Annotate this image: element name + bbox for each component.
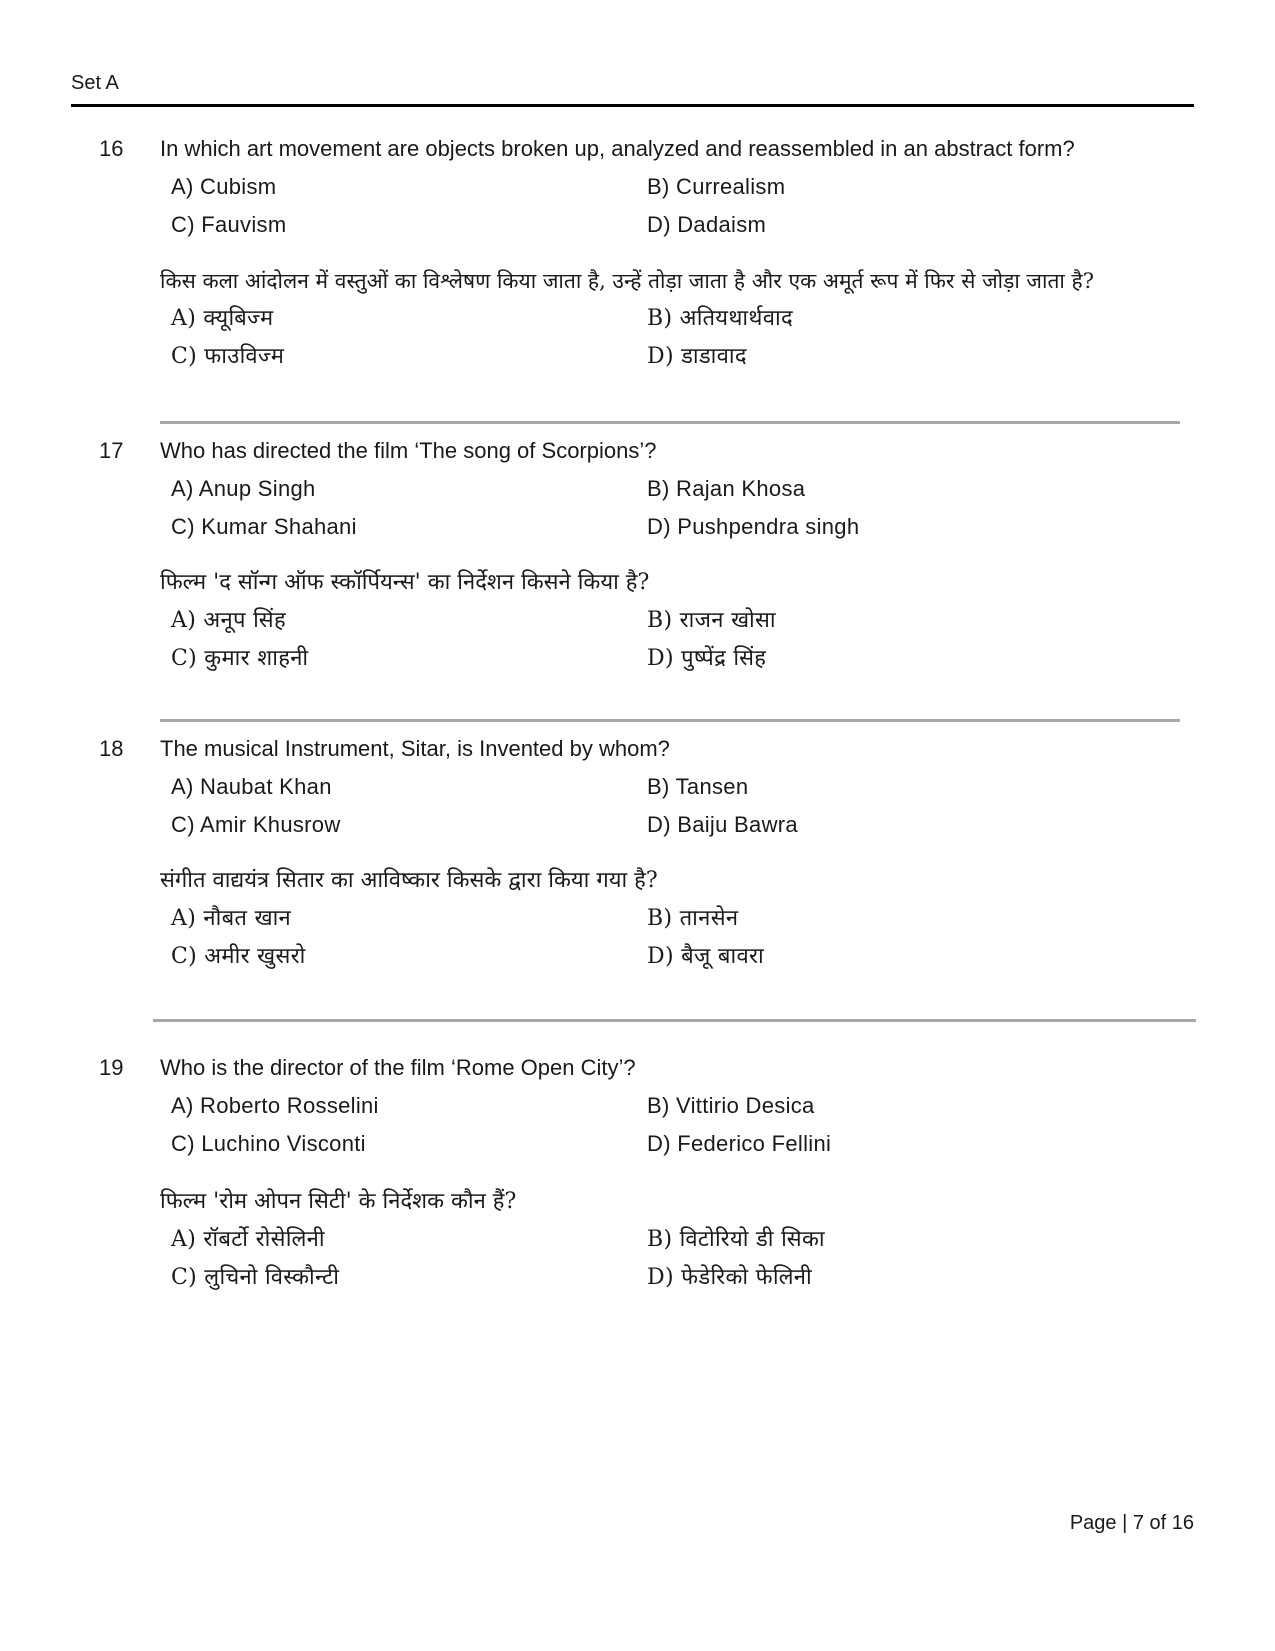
option-a-en: A) Anup Singh bbox=[171, 476, 316, 501]
question-number: 16 bbox=[99, 136, 124, 161]
option-a-en: A) Roberto Rosselini bbox=[171, 1093, 379, 1118]
option-c-hi: C) लुचिनो विस्कौन्टी bbox=[171, 1265, 340, 1290]
question-text-en: The musical Instrument, Sitar, is Invented by whom? bbox=[160, 736, 670, 761]
set-label: Set A bbox=[71, 72, 119, 94]
option-d-hi: D) फेडेरिको फेलिनी bbox=[647, 1265, 813, 1290]
option-d-en: D) Federico Fellini bbox=[647, 1131, 832, 1156]
option-c-hi: C) अमीर खुसरो bbox=[171, 944, 306, 969]
question-text-en: Who is the director of the film ‘Rome Open City’? bbox=[160, 1055, 636, 1080]
option-d-hi: D) पुष्पेंद्र सिंह bbox=[647, 646, 767, 671]
option-a-en: A) Cubism bbox=[171, 174, 277, 199]
option-b-hi: B) विटोरियो डी सिका bbox=[647, 1227, 825, 1252]
header-rule bbox=[71, 104, 1194, 107]
question-number: 18 bbox=[99, 736, 124, 761]
option-c-en: C) Fauvism bbox=[171, 212, 287, 237]
question-text-hi: फिल्म 'द सॉन्ग ऑफ स्कॉर्पियन्स' का निर्देशन किसने किया है? bbox=[160, 570, 650, 595]
option-d-en: D) Pushpendra singh bbox=[647, 514, 860, 539]
question-text-hi: फिल्म 'रोम ओपन सिटी' के निर्देशक कौन हैं? bbox=[160, 1189, 517, 1214]
question-text-hi: संगीत वाद्ययंत्र सितार का आविष्कार किसके द्वारा किया गया है? bbox=[160, 868, 658, 893]
question-divider bbox=[153, 1019, 1196, 1022]
question-divider bbox=[160, 719, 1180, 722]
question-text-en: In which art movement are objects broken up, analyzed and reassembled in an abstract form? bbox=[160, 136, 1075, 161]
option-d-en: D) Dadaism bbox=[647, 212, 767, 237]
page-number: Page | 7 of 16 bbox=[1069, 1512, 1194, 1534]
option-b-hi: B) राजन खोसा bbox=[647, 608, 776, 633]
option-c-en: C) Kumar Shahani bbox=[171, 514, 357, 539]
option-d-en: D) Baiju Bawra bbox=[647, 812, 798, 837]
option-c-en: C) Amir Khusrow bbox=[171, 812, 341, 837]
option-d-hi: D) बैजू बावरा bbox=[647, 944, 764, 969]
option-d-hi: D) डाडावाद bbox=[647, 344, 747, 369]
option-b-en: B) Currealism bbox=[647, 174, 786, 199]
option-c-en: C) Luchino Visconti bbox=[171, 1131, 366, 1156]
question-text-hi: किस कला आंदोलन में वस्तुओं का विश्लेषण किया जाता है, उन्हें तोड़ा जाता है और एक अमूर्त रूप में फिर से जोड़ा जाता है? bbox=[160, 269, 1094, 293]
option-a-hi: A) रॉबर्टो रोसेलिनी bbox=[171, 1227, 325, 1252]
question-number: 19 bbox=[99, 1055, 124, 1080]
option-c-hi: C) कुमार शाहनी bbox=[171, 646, 309, 671]
option-b-en: B) Tansen bbox=[647, 774, 749, 799]
option-b-en: B) Vittirio Desica bbox=[647, 1093, 815, 1118]
option-a-hi: A) नौबत खान bbox=[171, 906, 292, 931]
question-divider bbox=[160, 421, 1180, 424]
option-b-en: B) Rajan Khosa bbox=[647, 476, 806, 501]
option-a-en: A) Naubat Khan bbox=[171, 774, 332, 799]
option-a-hi: A) क्यूबिज्म bbox=[171, 306, 274, 331]
question-number: 17 bbox=[99, 438, 124, 463]
option-b-hi: B) अतियथार्थवाद bbox=[647, 306, 793, 331]
question-text-en: Who has directed the film ‘The song of Scorpions’? bbox=[160, 438, 657, 463]
option-a-hi: A) अनूप सिंह bbox=[171, 608, 286, 633]
option-b-hi: B) तानसेन bbox=[647, 906, 739, 931]
option-c-hi: C) फाउविज्म bbox=[171, 344, 285, 369]
